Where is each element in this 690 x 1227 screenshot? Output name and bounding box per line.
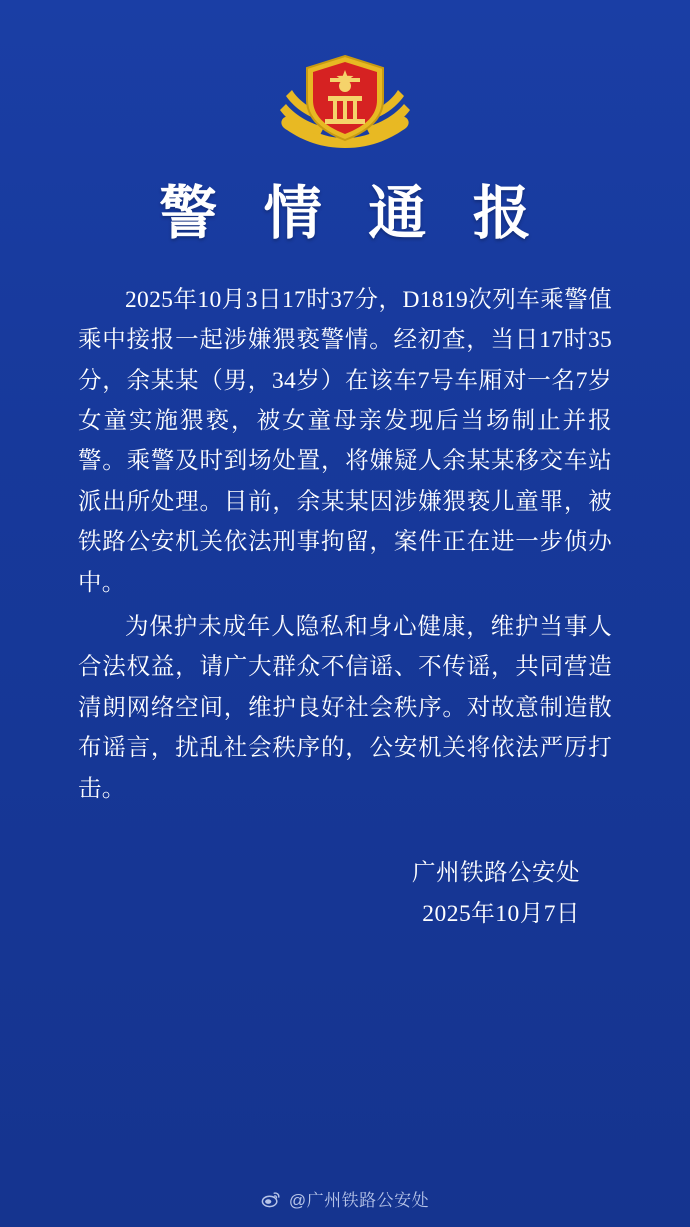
weibo-icon bbox=[261, 1189, 281, 1209]
notice-paragraph-2: 为保护未成年人隐私和身心健康，维护当事人合法权益，请广大群众不信谣、不传谣，共同营造清朗网络空间，维护良好社会秩序。对故意制造散布谣言，扰乱社会秩序的，公安机关将依法严厉打击。 bbox=[78, 614, 612, 802]
footer-account-label: @广州铁路公安处 bbox=[288, 1191, 430, 1210]
notice-body bbox=[78, 280, 612, 809]
notice-paragraph-1: 2025年10月3日17时37分，D1819次列车乘警值乘中接报一起涉嫌猥亵警情。经初查，当日17时35分，余某某（男，34岁）在该车7号车厢对一名7岁女童实施猥亵，被女童母亲发现后当场制止并报警。乘警及时到场处置，将嫌疑人余某某移交车站派出所处理。目前，余某某因涉嫌猥亵儿童罪，被铁路公安机关依法刑事拘留，案件正在进一步侦办中。 bbox=[78, 286, 612, 596]
signature-issuer: 广州铁路公安处 bbox=[412, 860, 580, 887]
footer-watermark bbox=[0, 1186, 690, 1211]
page-title: 警 情 通 报 bbox=[159, 181, 547, 246]
signature-date: 2025年10月7日 bbox=[422, 901, 580, 928]
china-police-emblem-icon bbox=[270, 42, 420, 160]
emblem-container bbox=[0, 0, 690, 160]
signature-block bbox=[0, 853, 580, 935]
